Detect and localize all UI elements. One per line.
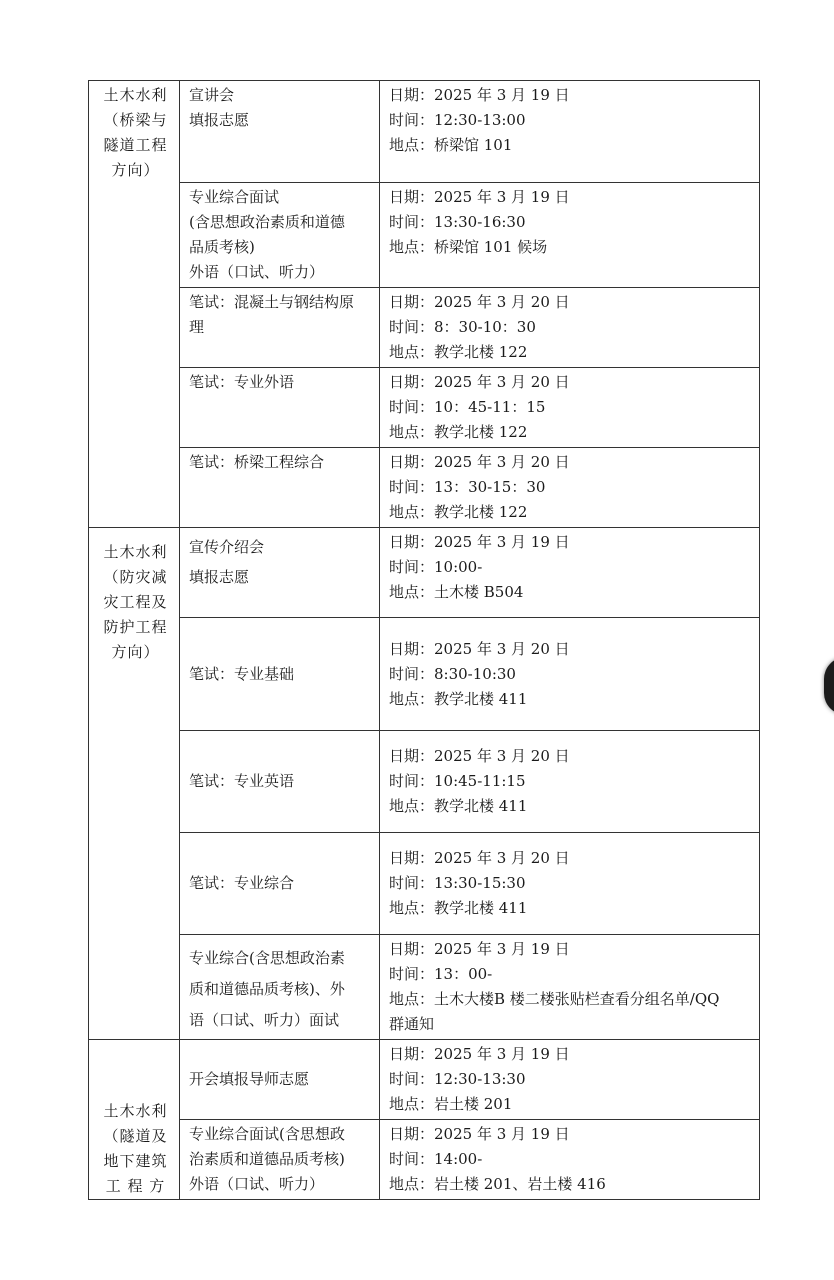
date-text: 日期：2025 年 3 月 20 日 — [389, 849, 570, 867]
item-cell: 笔试：专业综合 — [180, 833, 380, 935]
date-text: 日期：2025 年 3 月 20 日 — [389, 453, 570, 471]
table-row — [89, 528, 760, 618]
table-row — [89, 288, 760, 368]
time-text: 时间：10：45-11：15 — [389, 398, 546, 416]
time-text: 时间：12:30-13:30 — [389, 1070, 526, 1088]
place-text: 地点：教学北楼 411 — [389, 797, 528, 815]
info-cell — [380, 288, 760, 368]
info-cell — [380, 731, 760, 833]
table-row — [89, 935, 760, 1040]
table-row — [89, 1120, 760, 1200]
item-cell: 专业综合(含思想政治素 质和道德品质考核)、外 语（口试、听力）面试 — [180, 935, 380, 1040]
item-cell: 笔试：混凝土与钢结构原 理 — [180, 288, 380, 368]
floating-assistant-button[interactable] — [824, 657, 834, 715]
item-cell: 开会填报导师志愿 — [180, 1040, 380, 1120]
place-text: 地点：教学北楼 122 — [389, 343, 528, 361]
time-text: 时间：13:30-15:30 — [389, 874, 526, 892]
item-cell: 笔试：专业基础 — [180, 618, 380, 731]
table-row — [89, 1040, 760, 1120]
place-text: 地点：土木楼 B504 — [389, 583, 524, 601]
item-cell: 专业综合面试 (含思想政治素质和道德 品质考核) 外语（口试、听力） — [180, 183, 380, 288]
time-text: 时间：13:30-16:30 — [389, 213, 526, 231]
table-row — [89, 81, 760, 183]
table-row — [89, 183, 760, 288]
item-cell: 宣讲会 填报志愿 — [180, 81, 380, 183]
info-cell — [380, 618, 760, 731]
info-cell — [380, 81, 760, 183]
date-text: 日期：2025 年 3 月 20 日 — [389, 373, 570, 391]
place-text: 地点：教学北楼 122 — [389, 503, 528, 521]
schedule-table — [88, 80, 760, 1200]
info-cell — [380, 183, 760, 288]
date-text: 日期：2025 年 3 月 20 日 — [389, 639, 570, 658]
date-text: 日期：2025 年 3 月 19 日 — [389, 1045, 570, 1063]
place-text: 地点：土木大楼B 楼二楼张贴栏查看分组名单/QQ — [389, 990, 720, 1008]
date-text: 日期：2025 年 3 月 19 日 — [389, 533, 570, 551]
date-text: 日期：2025 年 3 月 20 日 — [389, 293, 570, 311]
info-cell — [380, 448, 760, 528]
time-text: 时间：13：30-15：30 — [389, 478, 546, 496]
time-text: 时间：8:30-10:30 — [389, 664, 516, 683]
program-cell: 土木水利 （桥梁与 隧道工程 方向） — [89, 81, 180, 528]
place-text: 地点：岩土楼 201、岩土楼 416 — [389, 1175, 606, 1193]
date-text: 日期：2025 年 3 月 20 日 — [389, 747, 570, 765]
time-text: 时间：10:00- — [389, 558, 483, 576]
date-text: 日期：2025 年 3 月 19 日 — [389, 940, 570, 958]
date-text: 日期：2025 年 3 月 19 日 — [389, 188, 570, 206]
table-row — [89, 448, 760, 528]
place-text: 地点：教学北楼 411 — [389, 899, 528, 917]
program-cell: 土木水利 （隧道及 地下建筑 工 程 方 — [89, 1040, 180, 1200]
info-cell — [380, 368, 760, 448]
time-text: 时间：13：00- — [389, 965, 493, 983]
table-row — [89, 368, 760, 448]
item-cell: 笔试：专业外语 — [180, 368, 380, 448]
item-cell: 专业综合面试(含思想政 治素质和道德品质考核) 外语（口试、听力） — [180, 1120, 380, 1200]
time-text: 时间：14:00- — [389, 1150, 483, 1168]
date-text: 日期：2025 年 3 月 19 日 — [389, 86, 570, 104]
place-text: 地点：桥梁馆 101 候场 — [389, 238, 548, 256]
place-text: 群通知 — [389, 1015, 435, 1033]
table-row — [89, 731, 760, 833]
info-cell — [380, 833, 760, 935]
item-cell: 宣传介绍会 填报志愿 — [180, 528, 380, 618]
item-cell: 笔试：桥梁工程综合 — [180, 448, 380, 528]
date-text: 日期：2025 年 3 月 19 日 — [389, 1125, 570, 1143]
program-cell: 土木水利 （防灾减 灾工程及 防护工程 方向） — [89, 528, 180, 1040]
table-row — [89, 833, 760, 935]
place-text: 地点：桥梁馆 101 — [389, 136, 513, 154]
info-cell — [380, 935, 760, 1040]
item-cell: 笔试：专业英语 — [180, 731, 380, 833]
place-text: 地点：教学北楼 122 — [389, 423, 528, 441]
time-text: 时间：8：30-10：30 — [389, 318, 536, 336]
info-cell — [380, 528, 760, 618]
time-text: 时间：12:30-13:00 — [389, 111, 526, 129]
place-text: 地点：教学北楼 411 — [389, 689, 528, 708]
place-text: 地点：岩土楼 201 — [389, 1095, 513, 1113]
info-cell — [380, 1120, 760, 1200]
table-row — [89, 618, 760, 731]
info-cell — [380, 1040, 760, 1120]
time-text: 时间：10:45-11:15 — [389, 772, 526, 790]
